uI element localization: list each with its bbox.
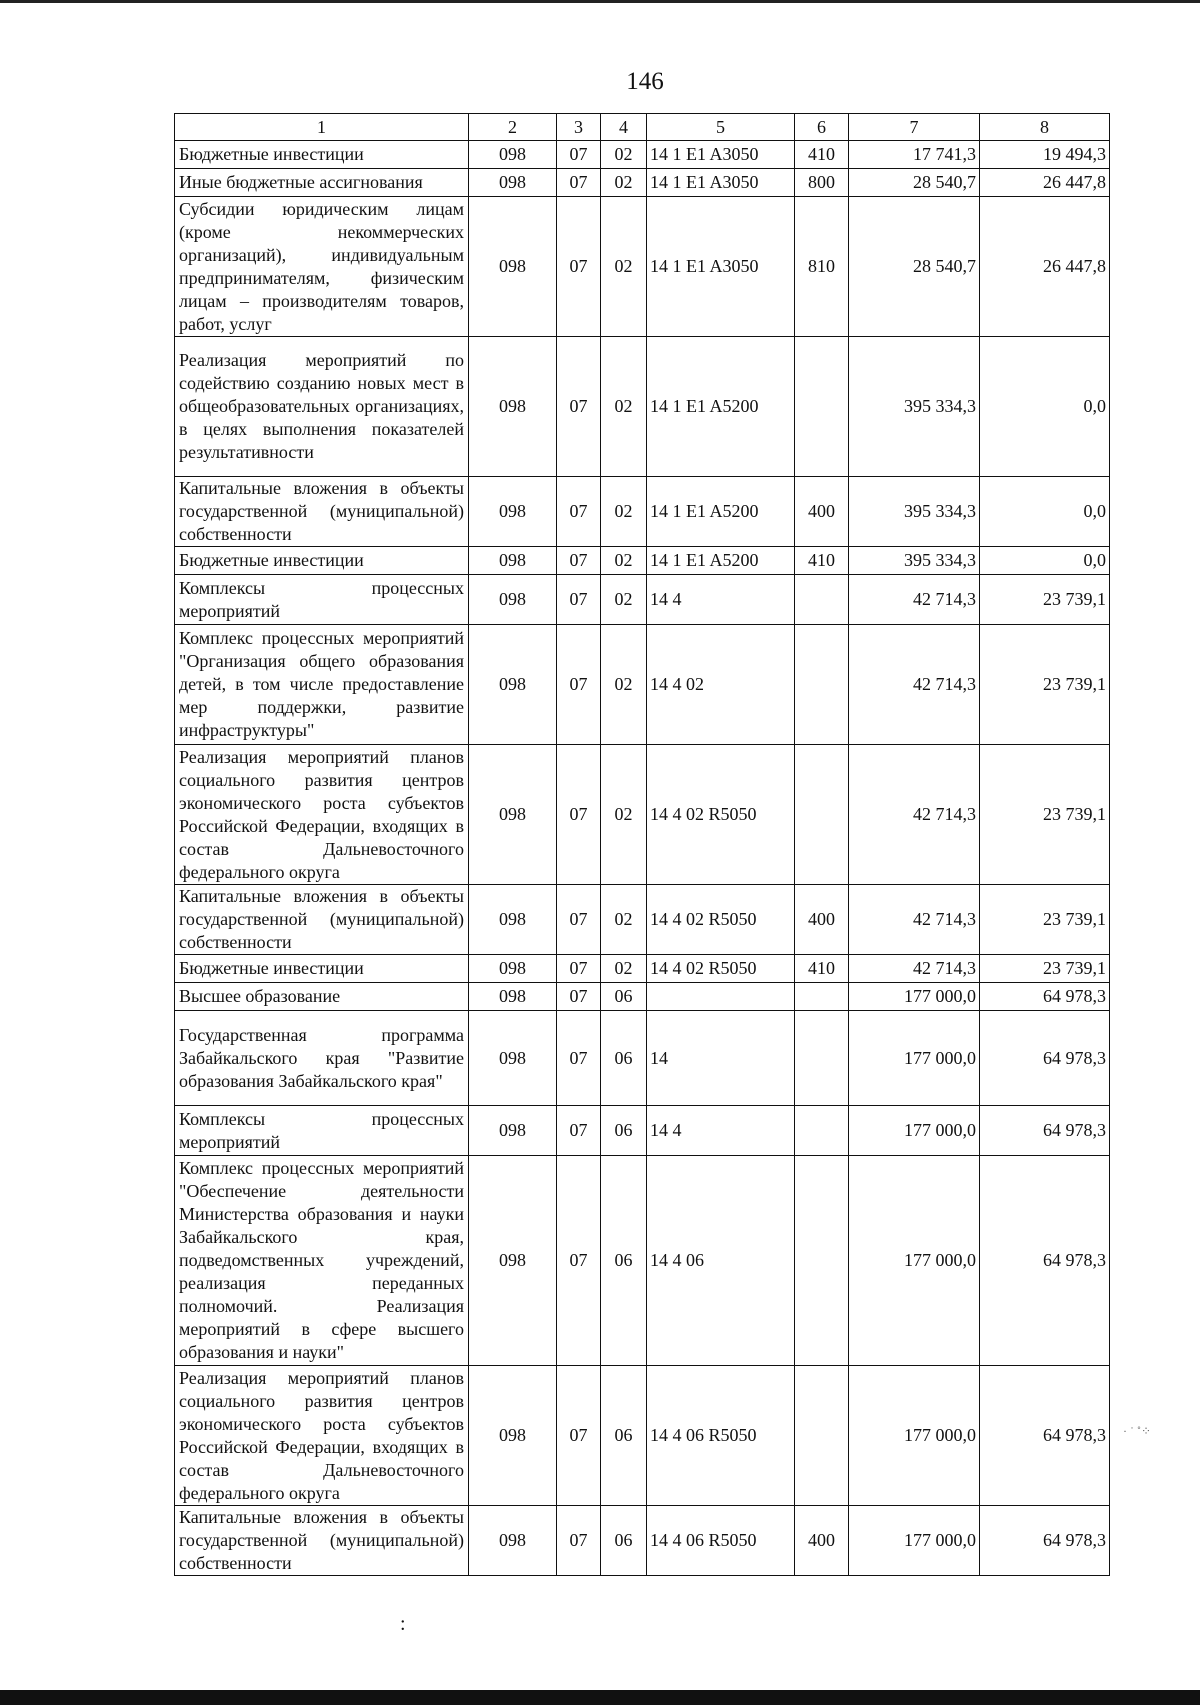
- cell-name: Иные бюджетные ассигнования: [175, 169, 469, 197]
- cell-col6: 410: [795, 141, 849, 169]
- cell-col4: 06: [601, 1156, 647, 1366]
- cell-col7: 177 000,0: [849, 1366, 980, 1506]
- cell-col3: 07: [557, 625, 601, 745]
- cell-col3: 07: [557, 885, 601, 955]
- cell-col5: 14 4: [647, 575, 795, 625]
- cell-col8: 23 739,1: [980, 955, 1110, 983]
- cell-col8: 19 494,3: [980, 141, 1110, 169]
- cell-col6: 400: [795, 1506, 849, 1576]
- cell-col5: 14 1 E1 A5200: [647, 477, 795, 547]
- table-row: [175, 1366, 1110, 1506]
- cell-name: Высшее образование: [175, 983, 469, 1011]
- table-row: [175, 983, 1110, 1011]
- cell-col4: 06: [601, 983, 647, 1011]
- cell-col5: 14 4 02 R5050: [647, 955, 795, 983]
- table-row: [175, 1506, 1110, 1576]
- cell-col5: 14 1 E1 A3050: [647, 197, 795, 337]
- cell-col7: 177 000,0: [849, 1011, 980, 1106]
- cell-col5: 14 4 02: [647, 625, 795, 745]
- cell-col4: 02: [601, 745, 647, 885]
- cell-col6: [795, 1011, 849, 1106]
- cell-col6: [795, 745, 849, 885]
- cell-col8: 23 739,1: [980, 745, 1110, 885]
- cell-name: Бюджетные инвестиции: [175, 547, 469, 575]
- cell-col8: 26 447,8: [980, 169, 1110, 197]
- cell-name: Бюджетные инвестиции: [175, 955, 469, 983]
- cell-col8: 64 978,3: [980, 1366, 1110, 1506]
- table-row: [175, 337, 1110, 477]
- cell-col3: 07: [557, 1011, 601, 1106]
- scan-artifact: · ˙ ˚⁘: [1123, 1424, 1152, 1438]
- cell-name: Комплекс процессных мероприятий "Обеспечение деятельности Министерства образования и науки Забайкальского края, подведомственных учреждений, реализация переданных полномочий. Реализация мероприятий в сфере высшего образования и науки": [175, 1156, 469, 1366]
- cell-col3: 07: [557, 547, 601, 575]
- cell-col2: 098: [469, 1506, 557, 1576]
- cell-col4: 02: [601, 955, 647, 983]
- cell-col3: 07: [557, 1506, 601, 1576]
- table-row: [175, 745, 1110, 885]
- cell-col6: 410: [795, 547, 849, 575]
- cell-col8: 0,0: [980, 337, 1110, 477]
- cell-col4: 02: [601, 141, 647, 169]
- cell-col3: 07: [557, 955, 601, 983]
- cell-col3: 07: [557, 1366, 601, 1506]
- table-row: [175, 197, 1110, 337]
- cell-col2: 098: [469, 955, 557, 983]
- cell-col4: 02: [601, 169, 647, 197]
- top-rule: [0, 0, 1200, 3]
- cell-col6: 800: [795, 169, 849, 197]
- cell-col2: 098: [469, 983, 557, 1011]
- cell-col8: 64 978,3: [980, 1106, 1110, 1156]
- cell-col6: 400: [795, 477, 849, 547]
- cell-name: Бюджетные инвестиции: [175, 141, 469, 169]
- cell-col4: 02: [601, 547, 647, 575]
- cell-name: Государственная программа Забайкальского края "Развитие образования Забайкальского края": [175, 1011, 469, 1106]
- cell-col5: 14 1 E1 A3050: [647, 141, 795, 169]
- cell-col4: 02: [601, 625, 647, 745]
- cell-col7: 28 540,7: [849, 197, 980, 337]
- column-header: 7: [849, 114, 980, 141]
- cell-col6: [795, 1106, 849, 1156]
- table-header-row: [175, 114, 1110, 141]
- cell-col3: 07: [557, 1106, 601, 1156]
- cell-col7: 42 714,3: [849, 575, 980, 625]
- cell-col5: 14 1 E1 A5200: [647, 337, 795, 477]
- table-row: [175, 1011, 1110, 1106]
- cell-name: Реализация мероприятий по содействию созданию новых мест в общеобразовательных организациях, в целях выполнения показателей результативности: [175, 337, 469, 477]
- cell-col2: 098: [469, 337, 557, 477]
- cell-col4: 02: [601, 477, 647, 547]
- column-header: 8: [980, 114, 1110, 141]
- cell-col8: 23 739,1: [980, 575, 1110, 625]
- table-row: [175, 955, 1110, 983]
- cell-col3: 07: [557, 141, 601, 169]
- cell-col3: 07: [557, 745, 601, 885]
- cell-col6: 810: [795, 197, 849, 337]
- cell-col2: 098: [469, 885, 557, 955]
- cell-col6: [795, 1156, 849, 1366]
- cell-col5: 14 4 02 R5050: [647, 745, 795, 885]
- cell-col2: 098: [469, 1366, 557, 1506]
- cell-col2: 098: [469, 197, 557, 337]
- cell-col4: 06: [601, 1366, 647, 1506]
- cell-col8: 64 978,3: [980, 1506, 1110, 1576]
- cell-col8: 64 978,3: [980, 983, 1110, 1011]
- cell-col7: 177 000,0: [849, 1506, 980, 1576]
- table-body: [175, 141, 1110, 1576]
- cell-col8: 23 739,1: [980, 885, 1110, 955]
- cell-name: Комплекс процессных мероприятий "Организация общего образования детей, в том числе предоставление мер поддержки, развитие инфраструктуры": [175, 625, 469, 745]
- cell-col4: 02: [601, 337, 647, 477]
- cell-col7: 17 741,3: [849, 141, 980, 169]
- table-row: [175, 141, 1110, 169]
- cell-col8: 0,0: [980, 477, 1110, 547]
- cell-col2: 098: [469, 477, 557, 547]
- cell-col6: 410: [795, 955, 849, 983]
- cell-col8: 26 447,8: [980, 197, 1110, 337]
- column-header: 5: [647, 114, 795, 141]
- cell-name: Капитальные вложения в объекты государственной (муниципальной) собственности: [175, 1506, 469, 1576]
- cell-col5: 14 1 E1 A5200: [647, 547, 795, 575]
- cell-col4: 02: [601, 885, 647, 955]
- cell-col7: 42 714,3: [849, 885, 980, 955]
- table-row: [175, 575, 1110, 625]
- column-header: 3: [557, 114, 601, 141]
- cell-col5: 14 1 E1 A3050: [647, 169, 795, 197]
- cell-col7: 395 334,3: [849, 337, 980, 477]
- cell-name: Капитальные вложения в объекты государственной (муниципальной) собственности: [175, 477, 469, 547]
- cell-col5: 14: [647, 1011, 795, 1106]
- column-header: 6: [795, 114, 849, 141]
- cell-col5: 14 4 06: [647, 1156, 795, 1366]
- cell-name: Комплексы процессных мероприятий: [175, 575, 469, 625]
- cell-col7: 177 000,0: [849, 983, 980, 1011]
- cell-name: Комплексы процессных мероприятий: [175, 1106, 469, 1156]
- cell-col2: 098: [469, 575, 557, 625]
- budget-table: [174, 113, 1110, 1576]
- cell-name: Реализация мероприятий планов социального развития центров экономического роста субъектов Российской Федерации, входящих в состав Дальневосточного федерального округа: [175, 1366, 469, 1506]
- cell-col3: 07: [557, 575, 601, 625]
- table-row: [175, 1156, 1110, 1366]
- cell-col4: 06: [601, 1011, 647, 1106]
- cell-col2: 098: [469, 169, 557, 197]
- cell-col7: 42 714,3: [849, 955, 980, 983]
- bottom-band: [0, 1690, 1200, 1705]
- cell-col2: 098: [469, 141, 557, 169]
- cell-col2: 098: [469, 745, 557, 885]
- cell-col7: 177 000,0: [849, 1156, 980, 1366]
- table-row: [175, 1106, 1110, 1156]
- cell-col2: 098: [469, 1156, 557, 1366]
- cell-col5: 14 4: [647, 1106, 795, 1156]
- cell-col5: 14 4 06 R5050: [647, 1366, 795, 1506]
- cell-col5: 14 4 06 R5050: [647, 1506, 795, 1576]
- cell-col7: 395 334,3: [849, 547, 980, 575]
- column-header: 4: [601, 114, 647, 141]
- cell-col4: 02: [601, 197, 647, 337]
- cell-col7: 395 334,3: [849, 477, 980, 547]
- scan-artifact: :: [400, 1613, 406, 1635]
- cell-col6: 400: [795, 885, 849, 955]
- cell-col6: [795, 575, 849, 625]
- cell-col3: 07: [557, 197, 601, 337]
- cell-col3: 07: [557, 477, 601, 547]
- page-number: 146: [626, 68, 664, 95]
- table-row: [175, 885, 1110, 955]
- cell-col7: 28 540,7: [849, 169, 980, 197]
- cell-col2: 098: [469, 1011, 557, 1106]
- cell-col3: 07: [557, 337, 601, 477]
- cell-col6: [795, 337, 849, 477]
- cell-col8: 23 739,1: [980, 625, 1110, 745]
- cell-col5: 14 4 02 R5050: [647, 885, 795, 955]
- cell-name: Субсидии юридическим лицам (кроме некоммерческих организаций), индивидуальным предпринимателям, физическим лицам – производителям товаров, работ, услуг: [175, 197, 469, 337]
- cell-col4: 06: [601, 1506, 647, 1576]
- cell-col6: [795, 1366, 849, 1506]
- column-header: 1: [175, 114, 469, 141]
- cell-col6: [795, 983, 849, 1011]
- cell-col7: 177 000,0: [849, 1106, 980, 1156]
- cell-col7: 42 714,3: [849, 745, 980, 885]
- table-row: [175, 477, 1110, 547]
- cell-col8: 0,0: [980, 547, 1110, 575]
- cell-col2: 098: [469, 625, 557, 745]
- cell-col8: 64 978,3: [980, 1011, 1110, 1106]
- cell-col5: [647, 983, 795, 1011]
- cell-col4: 06: [601, 1106, 647, 1156]
- cell-col2: 098: [469, 547, 557, 575]
- cell-col2: 098: [469, 1106, 557, 1156]
- table-row: [175, 547, 1110, 575]
- cell-name: Реализация мероприятий планов социального развития центров экономического роста субъектов Российской Федерации, входящих в состав Дальневосточного федерального округа: [175, 745, 469, 885]
- cell-col3: 07: [557, 169, 601, 197]
- cell-name: Капитальные вложения в объекты государственной (муниципальной) собственности: [175, 885, 469, 955]
- column-header: 2: [469, 114, 557, 141]
- cell-col4: 02: [601, 575, 647, 625]
- cell-col6: [795, 625, 849, 745]
- cell-col3: 07: [557, 983, 601, 1011]
- cell-col3: 07: [557, 1156, 601, 1366]
- cell-col7: 42 714,3: [849, 625, 980, 745]
- cell-col8: 64 978,3: [980, 1156, 1110, 1366]
- table-row: [175, 169, 1110, 197]
- table-row: [175, 625, 1110, 745]
